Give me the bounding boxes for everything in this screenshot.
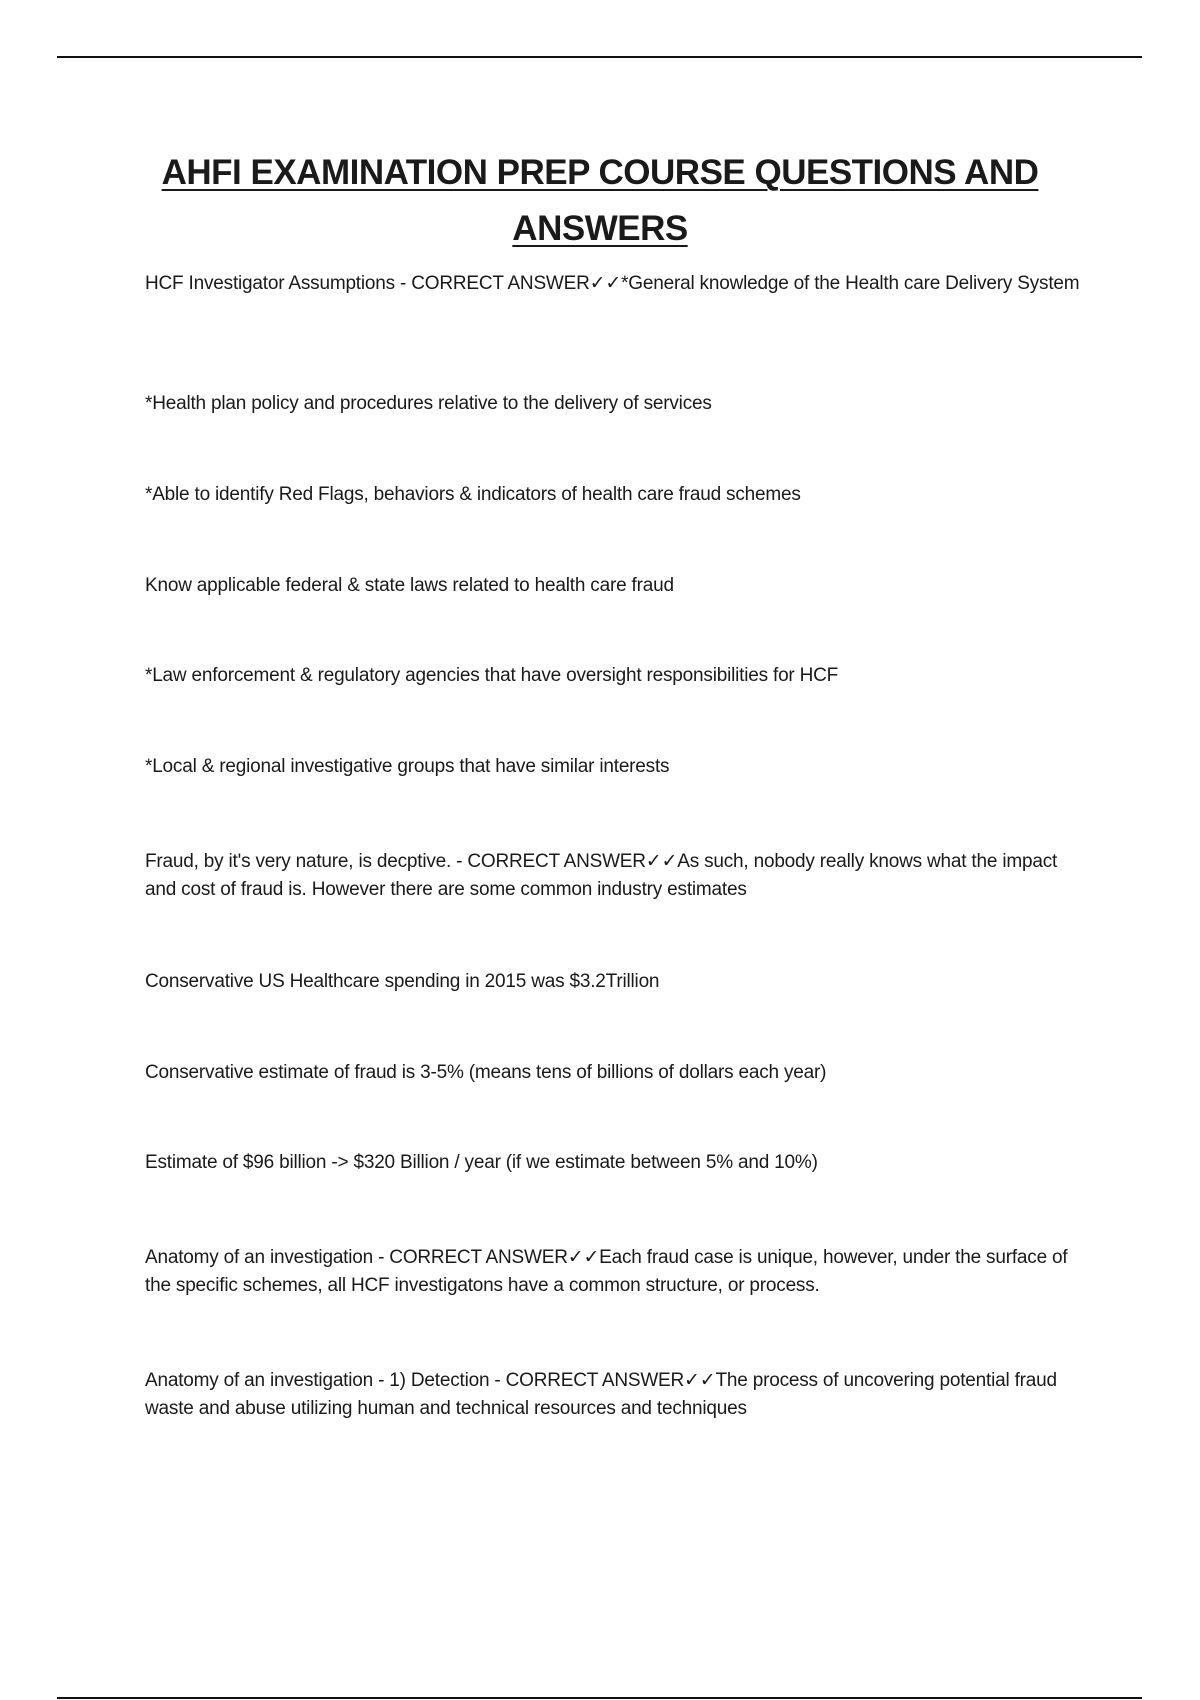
- paragraph-1: HCF Investigator Assumptions - CORRECT ANSWER✓✓*General knowledge of the Health care Delivery System: [145, 273, 1080, 294]
- paragraph-10: Estimate of $96 billion -> $320 Billion / year (if we estimate between 5% and 10%): [145, 1152, 818, 1173]
- bottom-rule: [57, 1697, 1142, 1699]
- top-rule: [57, 56, 1142, 58]
- document-title: [100, 145, 1100, 257]
- paragraph-5: *Law enforcement & regulatory agencies that have oversight responsibilities for HCF: [145, 665, 839, 686]
- title-line-2: ANSWERS: [512, 209, 688, 248]
- paragraph-9: Conservative estimate of fraud is 3-5% (means tens of billions of dollars each year): [145, 1062, 827, 1083]
- paragraph-12: Anatomy of an investigation - 1) Detection - CORRECT ANSWER✓✓The process of uncovering potential fraud waste and abuse utilizing human and technical resources and techniques: [145, 1370, 1057, 1419]
- paragraph-11: Anatomy of an investigation - CORRECT ANSWER✓✓Each fraud case is unique, however, under the surface of the specific schemes, all HCF investigatons have a common structure, or process.: [145, 1247, 1068, 1296]
- paragraph-6: *Local & regional investigative groups that have similar interests: [145, 756, 670, 777]
- title-line-1: AHFI EXAMINATION PREP COURSE QUESTIONS AND: [161, 153, 1039, 192]
- paragraph-7: Fraud, by it's very nature, is decptive. - CORRECT ANSWER✓✓As such, nobody really knows what the impact and cost of fraud is. However there are some common industry estimates: [145, 851, 1058, 900]
- paragraph-3: *Able to identify Red Flags, behaviors & indicators of health care fraud schemes: [145, 484, 801, 505]
- paragraph-4: Know applicable federal & state laws related to health care fraud: [145, 575, 674, 596]
- paragraph-2: *Health plan policy and procedures relative to the delivery of services: [145, 393, 712, 414]
- paragraph-8: Conservative US Healthcare spending in 2015 was $3.2Trillion: [145, 971, 660, 992]
